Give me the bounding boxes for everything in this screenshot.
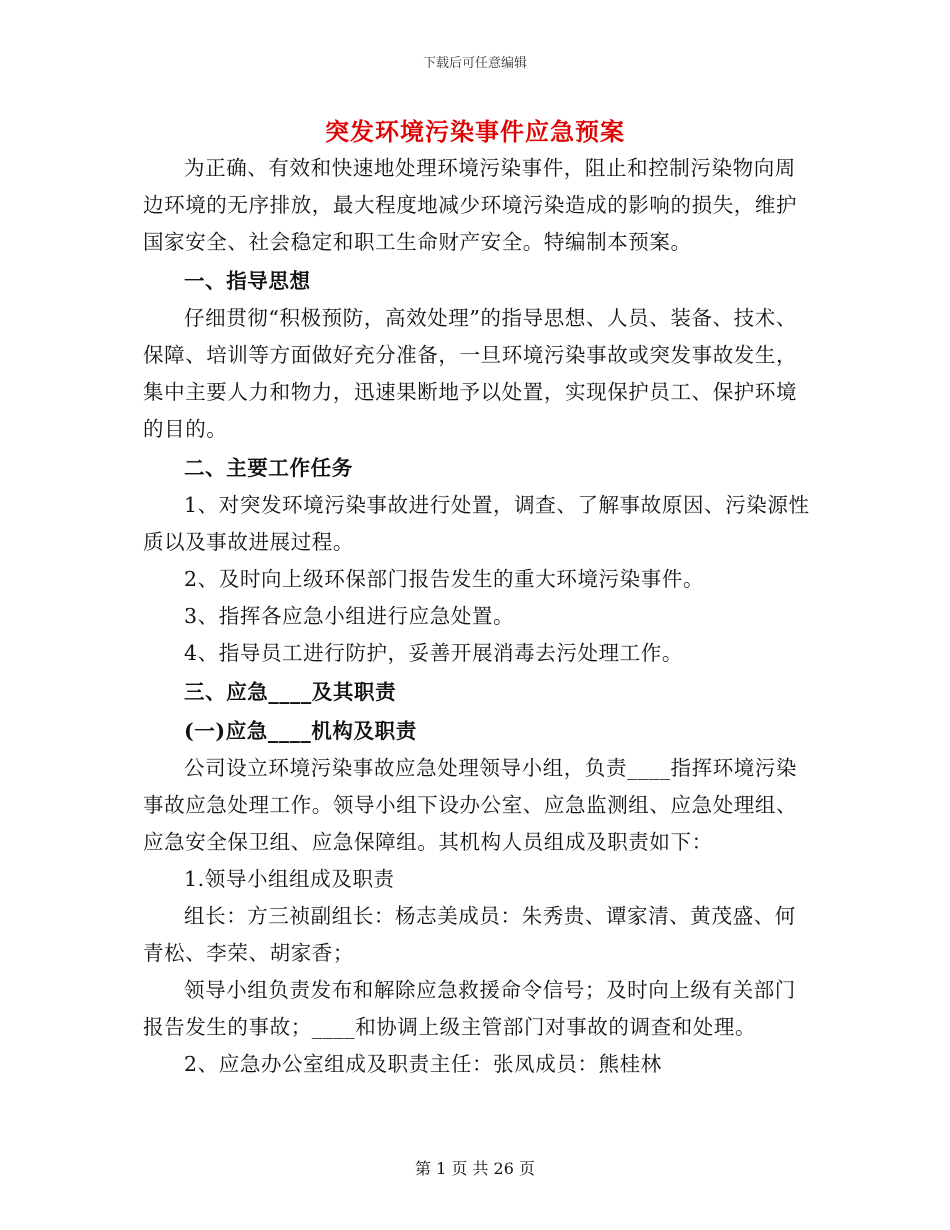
- body-paragraph: 领导小组负责发布和解除应急救援命令信号；及时向上级有关部门报告发生的事故；____和协调上级主管部门对事故的调查和处理。: [143, 978, 796, 1039]
- body-paragraph: 2、应急办公室组成及职责主任：张凤成员：熊桂林: [184, 1052, 662, 1076]
- page-number-footer: 第 1 页 共 26 页: [415, 1159, 535, 1178]
- task-item-1: 1、对突发环境污染事故进行处置，调查、了解事故原因、污染源性质以及事故进展过程。: [143, 493, 810, 554]
- task-item-3: 3、指挥各应急小组进行应急处置。: [184, 604, 515, 628]
- task-item-4: 4、指导员工进行防护，妥善开展消毒去污处理工作。: [184, 641, 683, 665]
- section-heading-main-tasks: 二、主要工作任务: [184, 456, 353, 480]
- body-paragraph: 公司设立环境污染事故应急处理领导小组，负责____指挥环境污染事故应急处理工作。领导小组下设办公室、应急监测组、应急处理组、应急安全保卫组、应急保障组。其机构人员组成及职责如下：: [143, 756, 798, 854]
- section-heading-guiding-principle: 一、指导思想: [184, 269, 311, 293]
- body-paragraph: 仔细贯彻“积极预防，高效处理”的指导思想、人员、装备、技术、保障、培训等方面做好充分准备，一旦环境污染事故或突发事故发生，集中主要人力和物力，迅速果断地予以处置，实现保护员工、保护环境的目的。: [143, 306, 798, 441]
- body-paragraph: 组长：方三祯副组长：杨志美成员：朱秀贵、谭家清、黄茂盛、何青松、李荣、胡家香；: [143, 904, 796, 965]
- document-title: 突发环境污染事件应急预案: [325, 117, 625, 146]
- page-header-note: 下载后可任意编辑: [422, 56, 527, 71]
- task-item-2: 2、及时向上级环保部门报告发生的重大环境污染事件。: [184, 567, 705, 591]
- subsection-heading-organization: (一)应急____机构及职责: [184, 719, 417, 743]
- document-body: [143, 150, 811, 1083]
- section-heading-emergency-duties: 三、应急____及其职责: [184, 680, 397, 704]
- body-paragraph: 1.领导小组组成及职责: [184, 867, 395, 891]
- intro-paragraph: 为正确、有效和快速地处理环境污染事件，阻止和控制污染物向周边环境的无序排放，最大程度地减少环境污染造成的影响的损失，维护国家安全、社会稳定和职工生命财产安全。特编制本预案。: [143, 156, 798, 254]
